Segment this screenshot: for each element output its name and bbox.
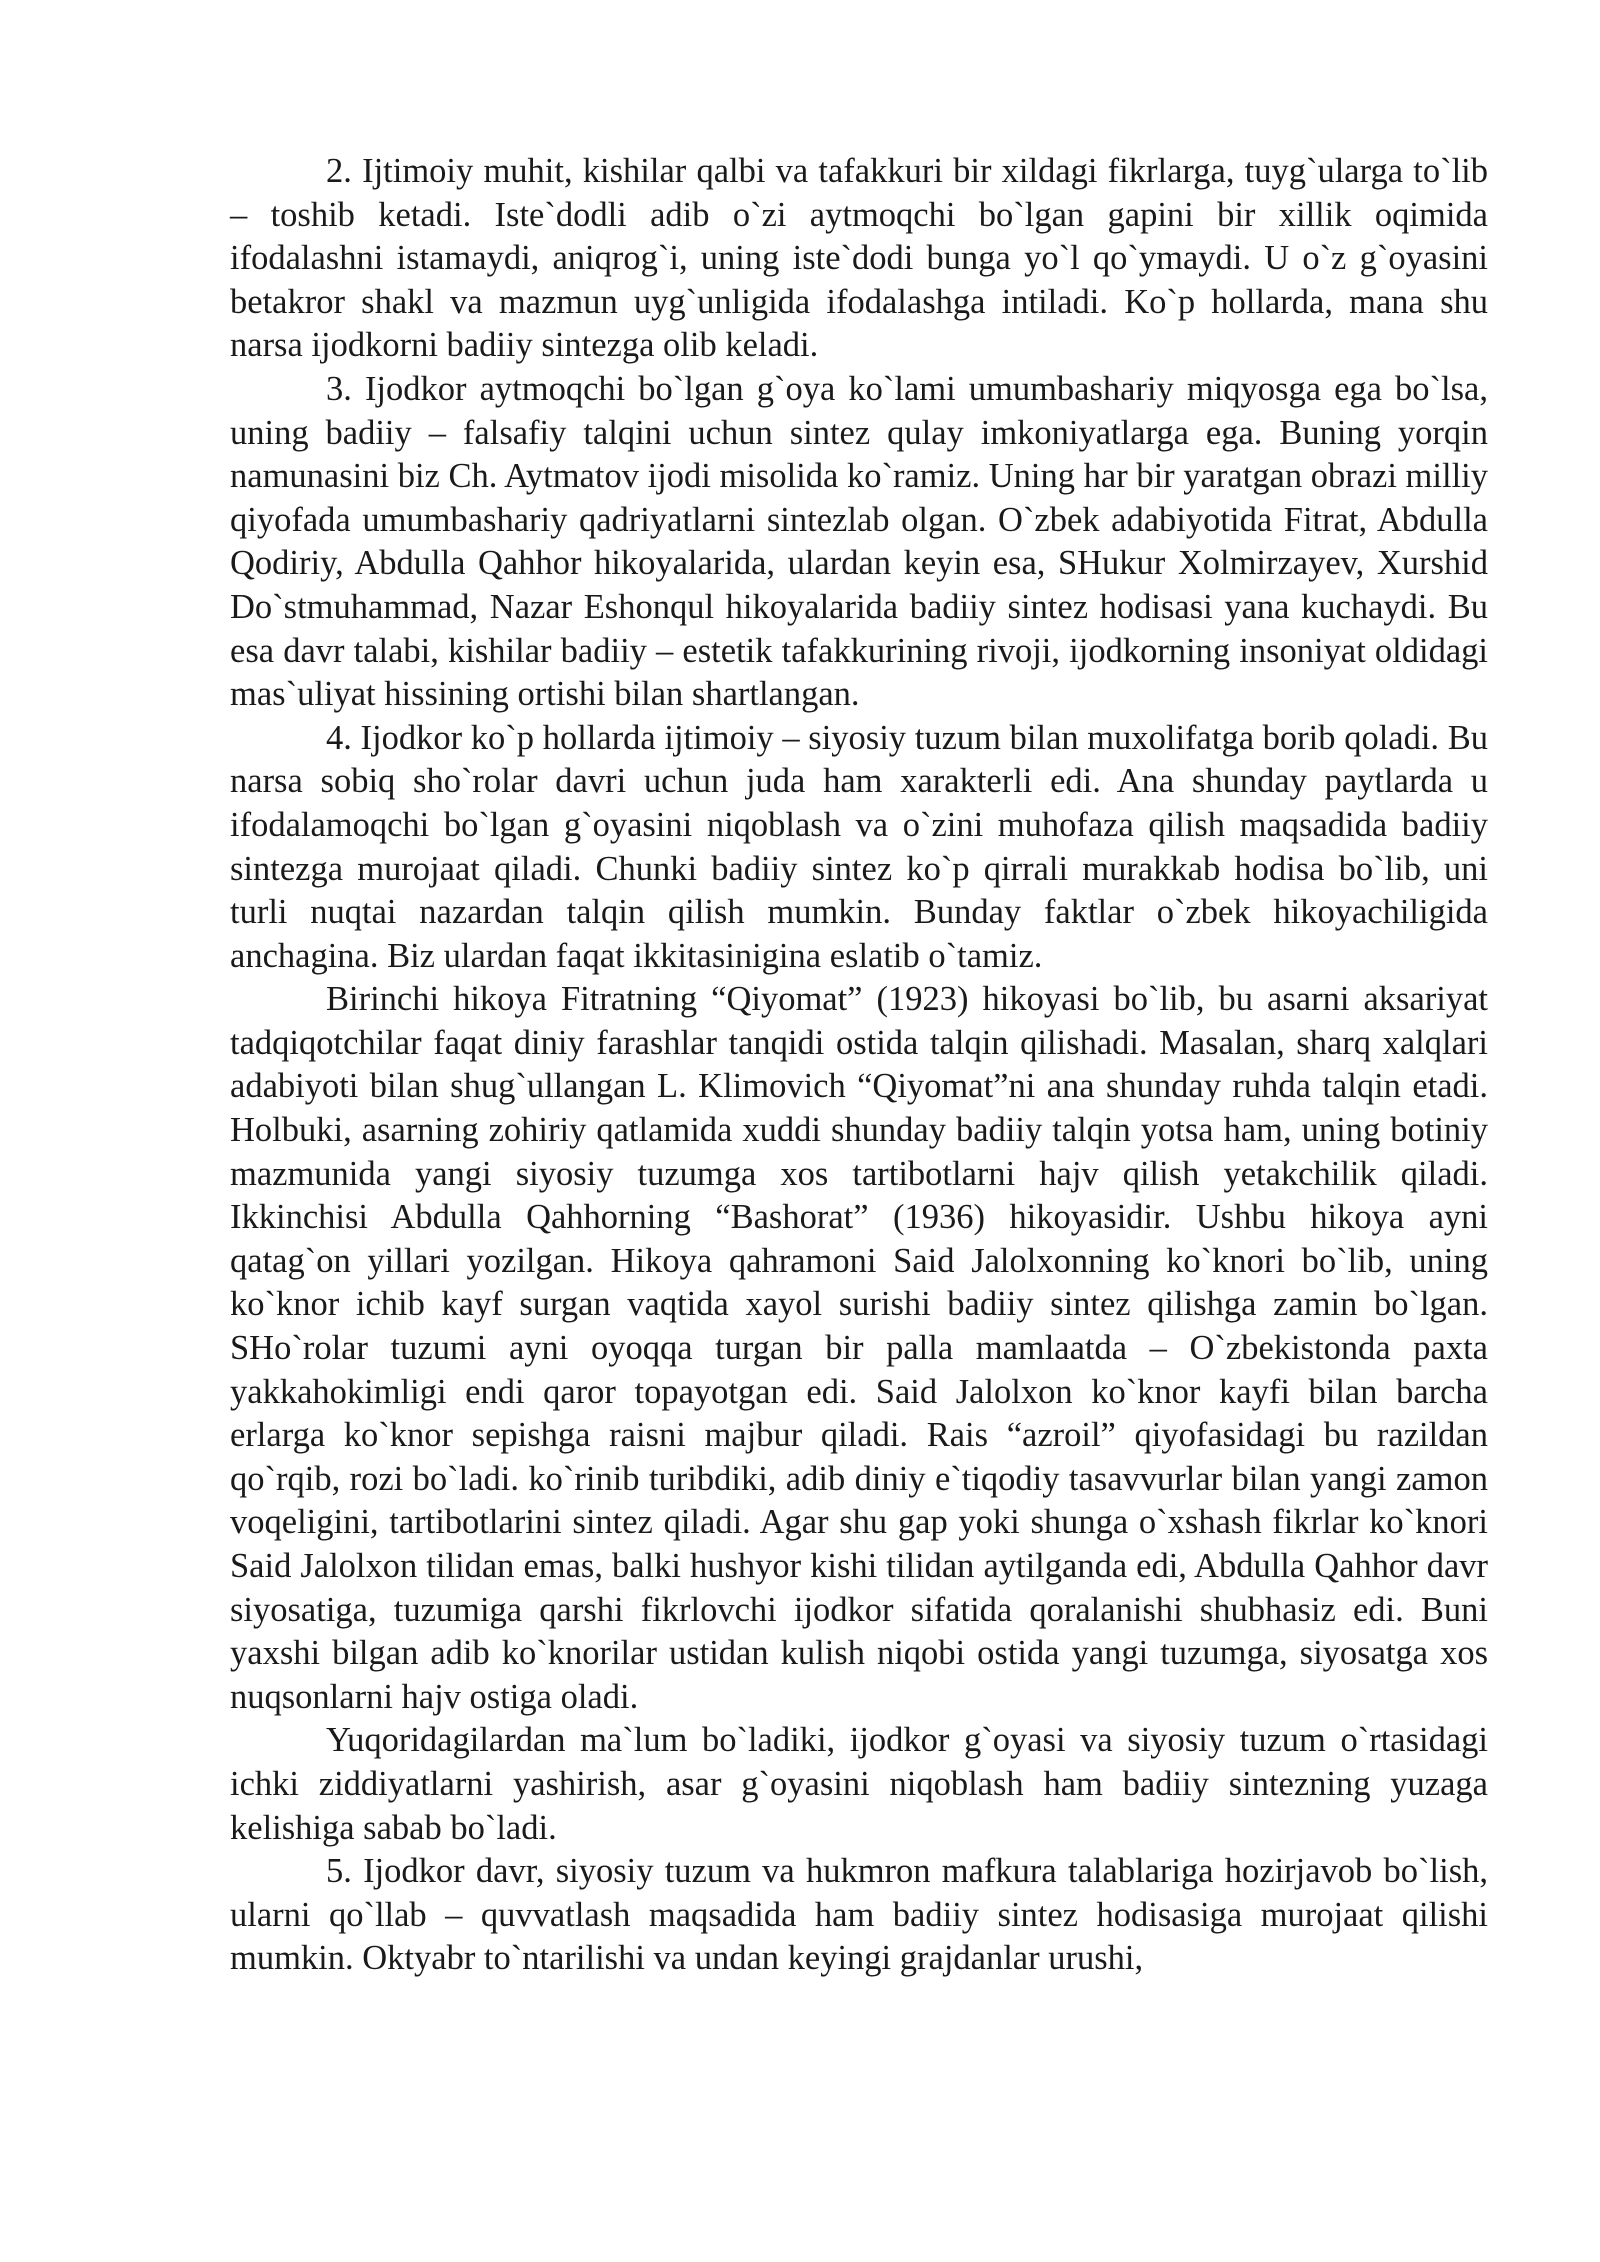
- paragraph-point-4: 4. Ijodkor ko`p hollarda ijtimoiy – siyosiy tuzum bilan muxolifatga borib qoladi. Bu narsa sobiq sho`rolar davri uchun juda ham xarakterli edi. Ana shunday paytlarda u ifodalamoqchi bo`lgan g`oyasini niqoblash va o`zini muhofaza qilish maqsadida badiiy sintezga murojaat qiladi. Chunki badiiy sintez ko`p qirrali murakkab hodisa bo`lib, uni turli nuqtai nazardan talqin qilish mumkin. Bunday faktlar o`zbek hikoyachiligida anchagina. Biz ulardan faqat ikkitasinigina eslatib o`tamiz.: [230, 718, 1488, 975]
- paragraph-conclusion: Yuqoridagilardan ma`lum bo`ladiki, ijodkor g`oyasi va siyosiy tuzum o`rtasidagi ichki ziddiyatlarni yashirish, asar g`oyasini niqoblash ham badiiy sintezning yuzaga kelishiga sabab bo`ladi.: [230, 1721, 1488, 1847]
- paragraph-point-2: 2. Ijtimoiy muhit, kishilar qalbi va tafakkuri bir xildagi fikrlarga, tuyg`ularga to`lib – toshib ketadi. Iste`dodli adib o`zi aytmoqchi bo`lgan gapini bir xillik oqimida ifodalashni istamaydi, aniqrog`i, uning iste`dodi bunga yo`l qo`ymaydi. U o`z g`oyasini betakror shakl va mazmun uyg`unligida ifodalashga intiladi. Ko`p hollarda, mana shu narsa ijodkorni badiiy sintezga olib keladi.: [230, 152, 1488, 365]
- paragraph-point-3: 3. Ijodkor aytmoqchi bo`lgan g`oya ko`lami umumbashariy miqyosga ega bo`lsa, uning badiiy – falsafiy talqini uchun sintez qulay imkoniyatlarga ega. Buning yorqin namunasini biz Ch. Aytmatov ijodi misolida ko`ramiz. Uning har bir yaratgan obrazi milliy qiyofada umumbashariy qadriyatlarni sintezlab olgan. O`zbek adabiyotida Fitrat, Abdulla Qodiriy, Abdulla Qahhor hikoyalarida, ulardan keyin esa, SHukur Xolmirzayev, Xurshid Do`stmuhammad, Nazar Eshonqul hikoyalarida badiiy sintez hodisasi yana kuchaydi. Bu esa davr talabi, kishilar badiiy – estetik tafakkurining rivoji, ijodkorning insoniyat oldidagi mas`uliyat hissining ortishi bilan shartlangan.: [230, 369, 1488, 714]
- paragraph-examples: Birinchi hikoya Fitratning “Qiyomat” (1923) hikoyasi bo`lib, bu asarni aksariyat tadqiqotchilar faqat diniy farashlar tanqidi ostida talqin qilishadi. Masalan, sharq xalqlari adabiyoti bilan shug`ullangan L. Klimovich “Qiyomat”ni ana shunday ruhda talqin etadi. Holbuki, asarning zohiriy qatlamida xuddi shunday badiiy talqin yotsa ham, uning botiniy mazmunida yangi siyosiy tuzumga xos tartibotlarni hajv qilish yetakchilik qiladi. Ikkinchisi Abdulla Qahhorning “Bashorat” (1936) hikoyasidir. Ushbu hikoya ayni qatag`on yillari yozilgan. Hikoya qahramoni Said Jalolxonning ko`knori bo`lib, uning ko`knor ichib kayf surgan vaqtida xayol surishi badiiy sintez qilishga zamin bo`lgan. SHo`rolar tuzumi ayni oyoqqa turgan bir palla mamlaatda – O`zbekistonda paxta yakkahokimligi endi qaror topayotgan edi. Said Jalolxon ko`knor kayfi bilan barcha erlarga ko`knor sepishga raisni majbur qiladi. Rais “azroil” qiyofasidagi bu razildan qo`rqib, rozi bo`ladi. ko`rinib turibdiki, adib diniy e`tiqodiy tasavvurlar bilan yangi zamon voqeligini, tartibotlarini sintez qiladi. Agar shu gap yoki shunga o`xshash fikrlar ko`knori Said Jalolxon tilidan emas, balki hushyor kishi tilidan aytilganda edi, Abdulla Qahhor davr siyosatiga, tuzumiga qarshi fikrlovchi ijodkor sifatida qoralanishi shubhasiz edi. Buni yaxshi bilgan adib ko`knorilar ustidan kulish niqobi ostida yangi tuzumga, siyosatga xos nuqsonlarni hajv ostiga oladi.: [230, 980, 1488, 1716]
- paragraph-point-5: 5. Ijodkor davr, siyosiy tuzum va hukmron mafkura talablariga hozirjavob bo`lish, ularni qo`llab – quvvatlash maqsadida ham badiiy sintez hodisasiga murojaat qilishi mumkin. Oktyabr to`ntarilishi va undan keyingi grajdanlar urushi,: [230, 1852, 1488, 1978]
- document-page: [230, 150, 1488, 1981]
